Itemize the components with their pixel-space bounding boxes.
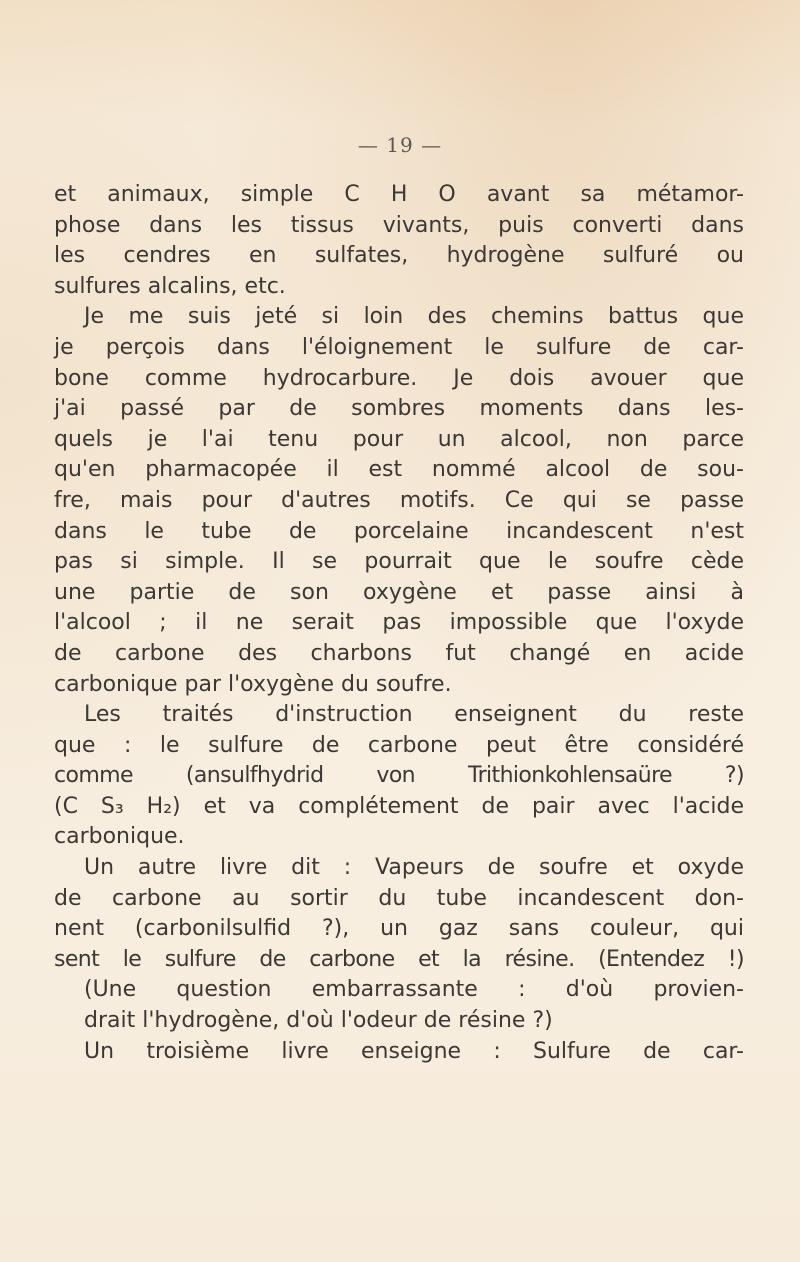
text-line: Les traités d'instruction enseignent du reste [84, 702, 744, 728]
text-line: comme (ansulfhydrid von Trithionkohlensaüre ?) [54, 763, 744, 789]
text-line: les cendres en sulfates, hydrogène sulfuré ou [54, 243, 744, 269]
text-line: j'ai passé par de sombres moments dans les- [54, 396, 744, 422]
text-line: dans le tube de porcelaine incandescent n'est [54, 518, 744, 544]
text-line: nent (carbonilsulfid ?), un gaz sans couleur, qui [54, 916, 744, 942]
text-line: (Une question embarrassante : d'où provien- [84, 977, 744, 1003]
text-line: que : le sulfure de carbone peut être considéré [54, 732, 744, 758]
text-line: bone comme hydrocarbure. Je dois avouer que [54, 365, 744, 391]
text-line: carbonique. [54, 824, 185, 850]
text-line: et animaux, simple C H O avant sa métamor- [54, 182, 744, 207]
text-line: carbonique par l'oxygène du soufre. [54, 671, 452, 697]
text-line: de carbone au sortir du tube incandescent don- [54, 885, 744, 911]
text-line: l'alcool ; il ne serait pas impossible que l'oxyde [54, 610, 744, 636]
text-line: sulfures alcalins, etc. [54, 273, 286, 299]
text-line: pas si simple. Il se pourrait que le soufre cède [54, 549, 744, 575]
text-line: fre, mais pour d'autres motifs. Ce qui se passe [54, 487, 744, 513]
body-text [54, 180, 744, 1067]
text-line: Un autre livre dit : Vapeurs de soufre et oxyde [84, 855, 744, 881]
text-line: qu'en pharmacopée il est nommé alcool de sou- [54, 457, 744, 483]
text-line: (C S₃ H₂) et va complétement de pair avec l'acide [54, 793, 744, 819]
text-line: je perçois dans l'éloignement le sulfure de car- [54, 334, 744, 360]
text-line: phose dans les tissus vivants, puis converti dans [54, 212, 744, 238]
text-line: de carbone des charbons fut changé en acide [54, 640, 744, 666]
text-line: Je me suis jeté si loin des chemins battus que [84, 304, 744, 330]
text-line: Un troisième livre enseigne : Sulfure de car- [84, 1038, 744, 1064]
page-number: — 19 — [357, 133, 443, 157]
text-line: drait l'hydrogène, d'où l'odeur de résine ?) [84, 1008, 553, 1034]
text-line: sent le sulfure de carbone et la résine. (Entendez !) [54, 946, 744, 972]
text-line: quels je l'ai tenu pour un alcool, non parce [54, 426, 744, 452]
text-line: une partie de son oxygène et passe ainsi à [54, 579, 744, 605]
